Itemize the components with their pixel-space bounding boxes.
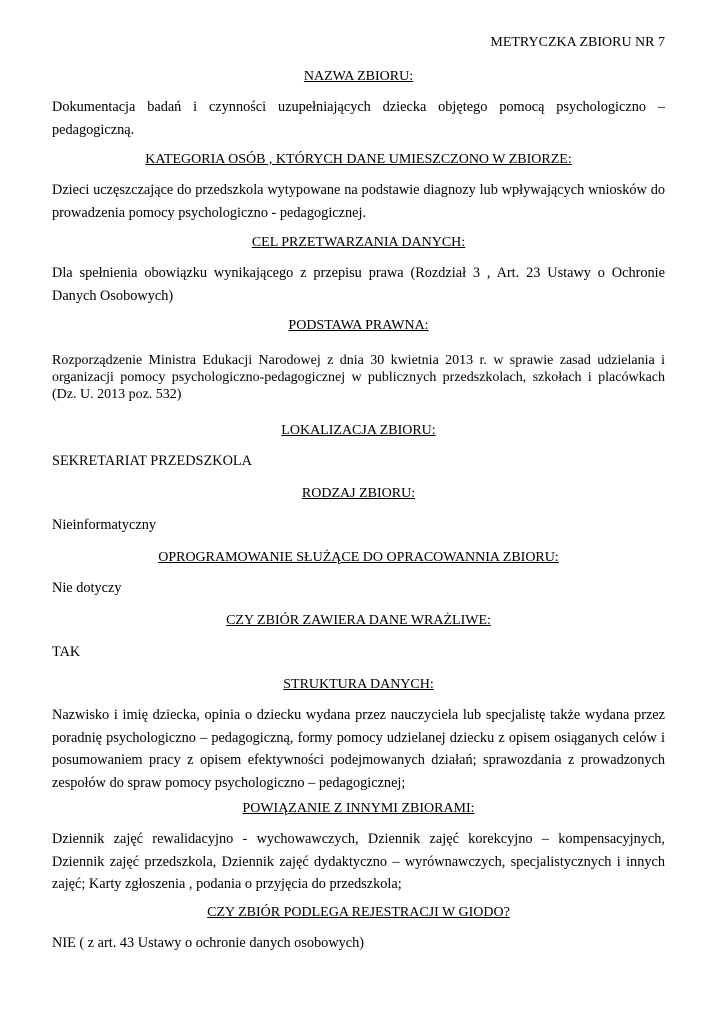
section-heading-person-category: KATEGORIA OSÓB , KTÓRYCH DANE UMIESZCZONO W ZBIORZE: bbox=[145, 152, 572, 167]
section-text-dataset-name: Dokumentacja badań i czynności uzupełniających dziecka objętego pomocą psychologiczno – pedagogiczną. bbox=[52, 99, 665, 138]
section-text-processing-purpose: Dla spełnienia obowiązku wynikającego z przepisu prawa (Rozdział 3 , Art. 23 Ustawy o Ochronie Danych Osobowych) bbox=[52, 265, 665, 304]
section-text-data-structure: Nazwisko i imię dziecka, opinia o dziecku wydana przez nauczyciela lub specjalistę także wydana przez poradnię psychologiczno – pedagogiczną, formy pomocy udzielanej dziecku z opisem osiąganych celów i posumowaniem pracy z opisem efektywności podejmowanych działań; sprawozdania z prowadzonych zespołów do spraw pomocy psychologiczno – pedagogicznej; bbox=[52, 707, 665, 791]
section-text-giodo-registration: NIE ( z art. 43 Ustawy o ochronie danych osobowych) bbox=[52, 935, 365, 951]
section-text-location: SEKRETARIAT PRZEDSZKOLA bbox=[52, 453, 252, 469]
section-heading-location: LOKALIZACJA ZBIORU: bbox=[281, 423, 436, 438]
section-text-legal-basis: Rozporządzenie Ministra Edukacji Narodowej z dnia 30 kwietnia 2013 r. w sprawie zasad udzielania i organizacji pomocy psychologiczno-pedagogicznej w publicznych przedszkolach, szkołach i placówkach (Dz. U. 2013 poz. 532) bbox=[52, 353, 665, 402]
section-text-sensitive-data: TAK bbox=[52, 644, 81, 660]
section-heading-dataset-type: RODZAJ ZBIORU: bbox=[301, 486, 416, 501]
section-heading-related-datasets: POWIĄZANIE Z INNYMI ZBIORAMI: bbox=[242, 801, 475, 816]
section-heading-sensitive-data: CZY ZBIÓR ZAWIERA DANE WRAŻLIWE: bbox=[226, 613, 491, 628]
section-heading-data-structure: STRUKTURA DANYCH: bbox=[283, 677, 434, 692]
section-text-person-category: Dzieci uczęszczające do przedszkola wytypowane na podstawie diagnozy lub wpływających wniosków do prowadzenia pomocy psychologiczno - pedagogicznej. bbox=[52, 182, 665, 221]
section-text-dataset-type: Nieinformatyczny bbox=[52, 517, 157, 533]
section-heading-dataset-name: NAZWA ZBIORU: bbox=[303, 69, 414, 84]
section-heading-software: OPROGRAMOWANIE SŁUŻĄCE DO OPRACOWANNIA ZBIORU: bbox=[158, 550, 559, 565]
document-number: METRYCZKA ZBIORU NR 7 bbox=[490, 35, 665, 50]
section-text-related-datasets: Dziennik zajęć rewalidacyjno - wychowawczych, Dziennik zajęć korekcyjno – kompensacyjnych, Dziennik zajęć przedszkola, Dziennik zajęć dydaktyczno – wyrównawczych, specjalistycznych i innych zajęć; Karty zgłoszenia , podania o przyjęcia do przedszkola; bbox=[52, 831, 665, 892]
section-text-software: Nie dotyczy bbox=[52, 580, 122, 596]
section-heading-legal-basis: PODSTAWA PRAWNA: bbox=[288, 318, 429, 333]
section-heading-processing-purpose: CEL PRZETWARZANIA DANYCH: bbox=[251, 235, 466, 250]
section-heading-giodo-registration: CZY ZBIÓR PODLEGA REJESTRACJI W GIODO? bbox=[207, 905, 510, 920]
